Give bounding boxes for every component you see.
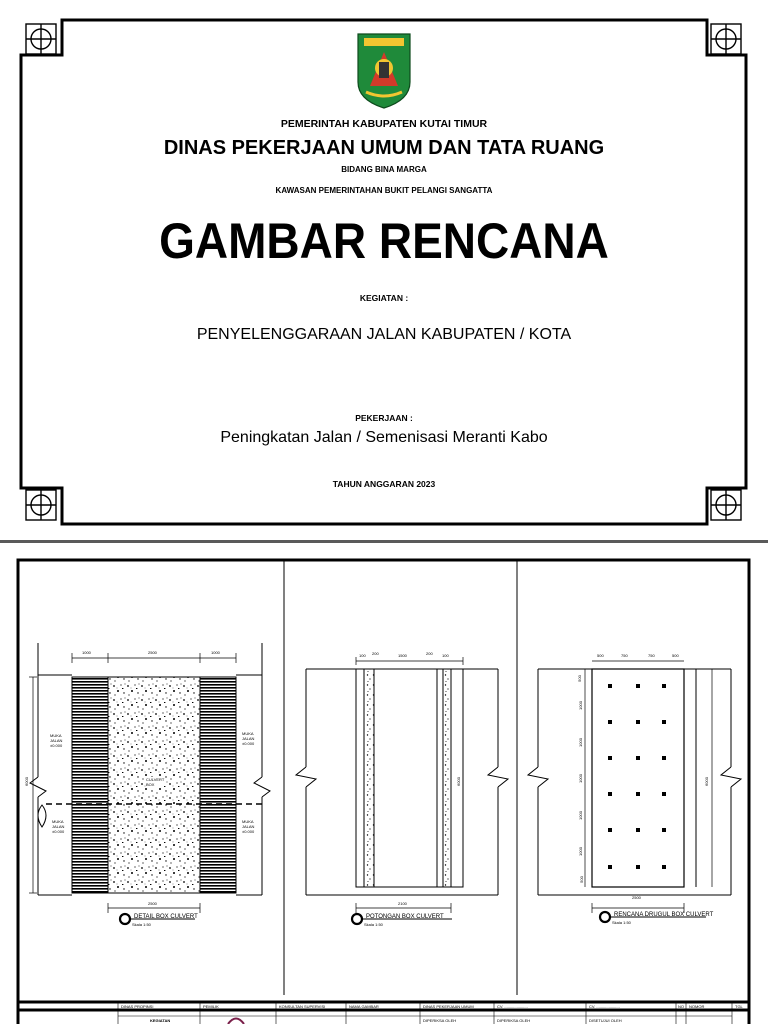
work-label: PEKERJAAN : [355, 413, 413, 423]
dowel-5-1 [636, 865, 640, 869]
p2-dim-bottom: 2100 [398, 901, 407, 906]
activity-label: KEGIATAN : [359, 293, 409, 303]
p2-dim-top-2: 200 [372, 651, 379, 656]
dowel-3-1 [636, 792, 640, 796]
p1-title: DETAIL BOX CULVERT [134, 914, 198, 920]
tb-cell-10: TGL [735, 1004, 743, 1009]
wall-left [72, 677, 108, 893]
corner-ornament-bl [26, 490, 56, 520]
activity-name: PENYELENGGARAAN JALAN KABUPATEN / KOTA [196, 326, 572, 343]
wall-right [200, 677, 236, 893]
dowel-1-2 [662, 720, 666, 724]
p3-dim-top-2: 750 [621, 653, 628, 658]
division-name: BIDANG BINA MARGA [341, 165, 427, 174]
p3-dim-top-3: 750 [648, 653, 655, 658]
dowel-3-2 [662, 792, 666, 796]
tb-row2-2: DIPERIKSA OLEH [423, 1018, 457, 1023]
p2-title: POTONGAN BOX CULVERT [366, 914, 444, 920]
p3-dim-top-4: 500 [672, 653, 679, 658]
tb-cell-1: DINAS PROPINSI [121, 1004, 154, 1009]
p1-dim-side: 6000 [23, 777, 29, 786]
p2-scale: Skala 1:50 [364, 922, 383, 927]
dowel-0-2 [662, 684, 666, 688]
p2-dim-side: 6000 [455, 777, 461, 786]
p2-dim-top-4: 200 [426, 651, 433, 656]
section-marker [38, 805, 46, 827]
p3-dim-side-5: 1000 [577, 811, 583, 820]
document-title: GAMBAR RENCANA [159, 213, 609, 269]
corner-ornament-tr [711, 24, 741, 54]
tb-row2-3: DIPERIKSA OLEH [497, 1018, 531, 1023]
p1-elev-bottom-left: MUKA JALAN ±0.000 [52, 819, 65, 834]
p1-scale: Skala 1:50 [132, 922, 151, 927]
tb-cell-8: NO [678, 1004, 684, 1009]
dowel-5-0 [608, 865, 612, 869]
panel-potongan-box-culvert [296, 657, 508, 924]
tb-kegiatan: KEGIATAN [150, 1018, 171, 1023]
p3-dim-side-6: 1000 [577, 847, 583, 856]
p2-dim-top-3: 1500 [398, 653, 407, 658]
p1-elev-bottom-right: MUKA JALAN ±0.000 [242, 819, 255, 834]
p3-dim-side-3: 1000 [577, 738, 583, 747]
dowel-4-0 [608, 828, 612, 832]
p1-dim-top-1: 1000 [82, 650, 91, 655]
p1-center-label: CULVERT BOX [146, 777, 165, 787]
panel-rencana-drugul [528, 661, 741, 922]
dowel-4-2 [662, 828, 666, 832]
slab-plan [592, 669, 684, 887]
p3-dim-top-1: 500 [597, 653, 604, 658]
dowel-0-0 [608, 684, 612, 688]
office-address: KAWASAN PEMERINTAHAN BUKIT PELANGI SANGATTA [275, 186, 493, 195]
tb-cell-2: PEMILIK [203, 1004, 219, 1009]
p3-dim-side-2: 1000 [577, 701, 583, 710]
department-name: DINAS PEKERJAAN UMUM DAN TATA RUANG [163, 137, 605, 159]
dowel-2-0 [608, 756, 612, 760]
p3-dim-bottom: 2500 [632, 895, 641, 900]
p1-dim-top-2: 2500 [148, 650, 157, 655]
dowel-2-2 [662, 756, 666, 760]
dowel-grid [608, 684, 666, 869]
tb-cell-5: DINAS PEKERJAAN UMUM [423, 1004, 474, 1009]
p3-dim-side-7: 500 [578, 876, 584, 883]
dowel-1-1 [636, 720, 640, 724]
dowel-5-2 [662, 865, 666, 869]
corner-ornament-tl [26, 24, 56, 54]
tb-row2-4: DISETUJUI OLEH [589, 1018, 622, 1023]
dowel-4-1 [636, 828, 640, 832]
dowel-0-1 [636, 684, 640, 688]
p3-title: RENCANA DRUGUL BOX CULVERT [614, 912, 714, 918]
drawing-canvas [0, 543, 768, 1024]
corner-ornament-br [711, 490, 741, 520]
tb-cell-3: KONSULTAN SUPERVISI [279, 1004, 326, 1009]
work-name: Peningkatan Jalan / Semenisasi Meranti Kabo [220, 429, 548, 446]
drawing-sheet [0, 543, 768, 1024]
dowel-2-1 [636, 756, 640, 760]
tb-cell-4: NAMA GAMBAR [349, 1004, 379, 1009]
p1-elev-top-right: MUKA JALAN ±0.000 [242, 731, 255, 746]
p2-dim-top-1: 100 [359, 653, 366, 658]
institution-name: PEMERINTAH KABUPATEN KUTAI TIMUR [280, 118, 488, 130]
regency-emblem [358, 34, 410, 108]
p1-elev-top-left: MUKA JALAN ±0.000 [50, 733, 63, 748]
p3-dim-right: 6000 [703, 777, 709, 786]
p1-dim-top-3: 1000 [211, 650, 220, 655]
dowel-1-0 [608, 720, 612, 724]
p3-scale: Skala 1:50 [612, 920, 631, 925]
p2-dim-top-5: 100 [442, 653, 449, 658]
dowel-3-0 [608, 792, 612, 796]
p3-dim-side-1: 500 [576, 675, 582, 682]
tb-cell-9: NOMOR [689, 1004, 705, 1009]
p3-dim-side-4: 1000 [577, 774, 583, 783]
tb-cell-6: CV. ..................... [497, 1004, 528, 1009]
budget-year: TAHUN ANGGARAN 2023 [332, 479, 436, 489]
p1-dim-bottom: 2500 [148, 901, 157, 906]
tb-cell-7: CV. ..................... [589, 1004, 620, 1009]
